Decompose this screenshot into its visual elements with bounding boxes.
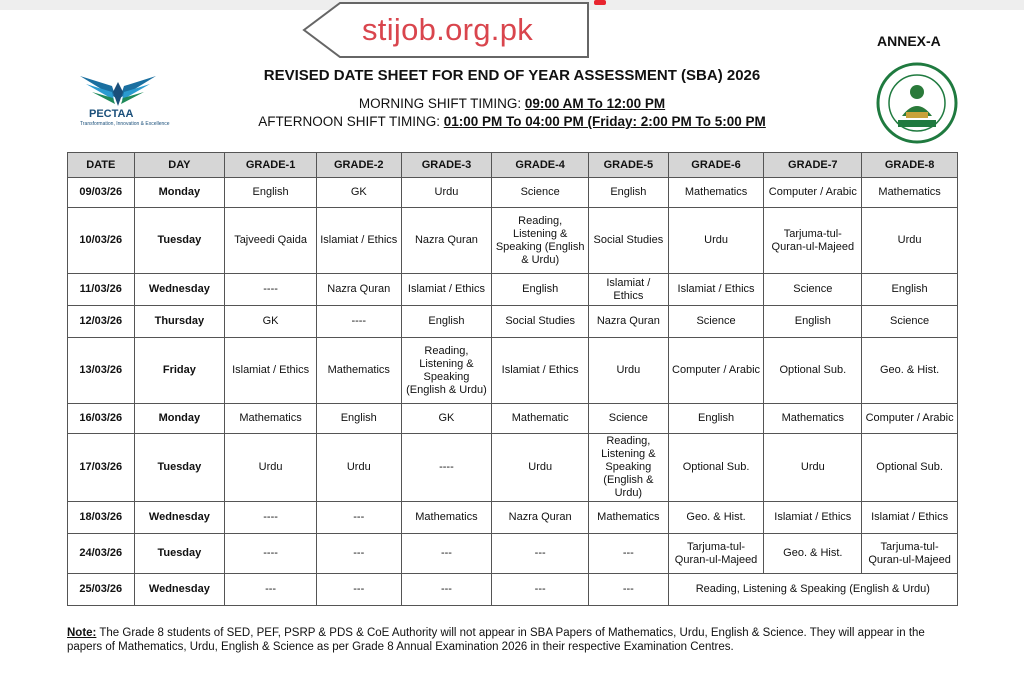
date-cell: 24/03/26 xyxy=(68,534,135,574)
afternoon-shift-label: AFTERNOON SHIFT TIMING: xyxy=(258,114,440,129)
day-cell: Monday xyxy=(134,178,225,208)
day-cell: Tuesday xyxy=(134,208,225,274)
table-row xyxy=(68,502,958,534)
day-cell: Wednesday xyxy=(134,502,225,534)
subject-cell: GK xyxy=(401,404,492,434)
subject-cell: Science xyxy=(862,306,958,338)
header-date: DATE xyxy=(68,153,135,178)
subject-cell: Tarjuma-tul-Quran-ul-Majeed xyxy=(764,208,862,274)
subject-cell: Mathematics xyxy=(764,404,862,434)
subject-cell: Islamiat / Ethics xyxy=(668,274,764,306)
table-row xyxy=(68,338,958,404)
subject-cell: Urdu xyxy=(589,338,669,404)
subject-cell: ---- xyxy=(225,534,317,574)
subject-cell: Urdu xyxy=(668,208,764,274)
subject-cell: Optional Sub. xyxy=(668,434,764,502)
subject-cell: Mathematics xyxy=(316,338,401,404)
subject-cell: Social Studies xyxy=(492,306,589,338)
day-cell: Tuesday xyxy=(134,534,225,574)
header-day: DAY xyxy=(134,153,225,178)
header-grade-8: GRADE-8 xyxy=(862,153,958,178)
subject-cell: --- xyxy=(589,534,669,574)
table-row xyxy=(68,574,958,606)
subject-cell: English xyxy=(401,306,492,338)
date-cell: 17/03/26 xyxy=(68,434,135,502)
subject-cell: Science xyxy=(589,404,669,434)
subject-cell: --- xyxy=(316,534,401,574)
subject-cell: ---- xyxy=(401,434,492,502)
document-title: REVISED DATE SHEET FOR END OF YEAR ASSESSMENT (SBA) 2026 xyxy=(263,67,761,84)
table-header-row xyxy=(68,153,958,178)
subject-cell: ---- xyxy=(316,306,401,338)
subject-cell: Reading, Listening & Speaking (English & Urdu) xyxy=(401,338,492,404)
morning-shift-value: 09:00 AM To 12:00 PM xyxy=(524,96,666,111)
subject-cell: Mathematics xyxy=(589,502,669,534)
header-grade-5: GRADE-5 xyxy=(589,153,669,178)
header-grade-2: GRADE-2 xyxy=(316,153,401,178)
subject-cell: Islamiat / Ethics xyxy=(401,274,492,306)
subject-cell: Geo. & Hist. xyxy=(862,338,958,404)
date-cell: 13/03/26 xyxy=(68,338,135,404)
date-cell: 16/03/26 xyxy=(68,404,135,434)
subject-cell: English xyxy=(492,274,589,306)
subject-cell: Mathematic xyxy=(492,404,589,434)
subject-cell: Urdu xyxy=(492,434,589,502)
subject-cell: Mathematics xyxy=(862,178,958,208)
date-cell: 11/03/26 xyxy=(68,274,135,306)
subject-cell: Urdu xyxy=(401,178,492,208)
subject-cell: Urdu xyxy=(225,434,317,502)
subject-cell: Science xyxy=(492,178,589,208)
subject-cell: --- xyxy=(492,534,589,574)
header-grade-4: GRADE-4 xyxy=(492,153,589,178)
date-sheet-table xyxy=(67,152,958,606)
pectaa-logo-name: PECTAA xyxy=(89,108,134,120)
subject-cell: --- xyxy=(316,502,401,534)
subject-cell: Tarjuma-tul-Quran-ul-Majeed xyxy=(668,534,764,574)
subject-cell: Nazra Quran xyxy=(401,208,492,274)
subject-cell: Science xyxy=(668,306,764,338)
table-row xyxy=(68,208,958,274)
subject-cell: Mathematics xyxy=(401,502,492,534)
footnote-text: The Grade 8 students of SED, PEF, PSRP & PDS & CoE Authority will not appear in SBA Papers of Mathematics, Urdu, English & Science. They will appear in the papers of Mathematics, Urdu, English & Science as per Grade 8 Annual Examination 2026 in their respective Examination Centres. xyxy=(67,627,925,653)
subject-cell: --- xyxy=(589,574,669,606)
table-row xyxy=(68,306,958,338)
header-grade-6: GRADE-6 xyxy=(668,153,764,178)
subject-cell: Islamiat / Ethics xyxy=(492,338,589,404)
watermark-text: stijob.org.pk xyxy=(362,12,534,47)
date-cell: 10/03/26 xyxy=(68,208,135,274)
subject-cell: Mathematics xyxy=(668,178,764,208)
table-row xyxy=(68,274,958,306)
day-cell: Monday xyxy=(134,404,225,434)
subject-cell: Geo. & Hist. xyxy=(764,534,862,574)
table-row xyxy=(68,434,958,502)
subject-cell: Urdu xyxy=(764,434,862,502)
subject-cell: Mathematics xyxy=(225,404,317,434)
day-cell: Thursday xyxy=(134,306,225,338)
morning-shift-label: MORNING SHIFT TIMING: xyxy=(358,96,522,111)
day-cell: Tuesday xyxy=(134,434,225,502)
subject-cell: Islamiat / Ethics xyxy=(225,338,317,404)
subject-cell: Computer / Arabic xyxy=(862,404,958,434)
header-grade-1: GRADE-1 xyxy=(225,153,317,178)
afternoon-shift-timing xyxy=(150,114,874,129)
subject-cell: English xyxy=(764,306,862,338)
subject-cell: Islamiat / Ethics xyxy=(862,502,958,534)
subject-cell: Tajveedi Qaida xyxy=(225,208,317,274)
annex-label: ANNEX-A xyxy=(877,33,941,49)
subject-cell: Nazra Quran xyxy=(316,274,401,306)
date-cell: 25/03/26 xyxy=(68,574,135,606)
subject-cell: --- xyxy=(225,574,317,606)
footnote xyxy=(67,626,959,654)
date-cell: 09/03/26 xyxy=(68,178,135,208)
subject-cell: GK xyxy=(316,178,401,208)
merged-subject-cell: Reading, Listening & Speaking (English & Urdu) xyxy=(668,574,957,606)
subject-cell: --- xyxy=(401,534,492,574)
subject-cell: Social Studies xyxy=(589,208,669,274)
day-cell: Friday xyxy=(134,338,225,404)
subject-cell: English xyxy=(316,404,401,434)
subject-cell: Geo. & Hist. xyxy=(668,502,764,534)
subject-cell: Islamiat / Ethics xyxy=(589,274,669,306)
subject-cell: Urdu xyxy=(862,208,958,274)
subject-cell: Nazra Quran xyxy=(589,306,669,338)
day-cell: Wednesday xyxy=(134,574,225,606)
subject-cell: Computer / Arabic xyxy=(764,178,862,208)
subject-cell: --- xyxy=(401,574,492,606)
subject-cell: Computer / Arabic xyxy=(668,338,764,404)
header-grade-7: GRADE-7 xyxy=(764,153,862,178)
footnote-label: Note: xyxy=(67,627,97,639)
table-row xyxy=(68,404,958,434)
subject-cell: Science xyxy=(764,274,862,306)
subject-cell: GK xyxy=(225,306,317,338)
date-cell: 12/03/26 xyxy=(68,306,135,338)
subject-cell: Reading, Listening & Speaking (English & Urdu) xyxy=(492,208,589,274)
subject-cell: English xyxy=(225,178,317,208)
subject-cell: Optional Sub. xyxy=(764,338,862,404)
subject-cell: Nazra Quran xyxy=(492,502,589,534)
table-row xyxy=(68,534,958,574)
subject-cell: --- xyxy=(492,574,589,606)
header-grade-3: GRADE-3 xyxy=(401,153,492,178)
table-row xyxy=(68,178,958,208)
subject-cell: ---- xyxy=(225,502,317,534)
date-cell: 18/03/26 xyxy=(68,502,135,534)
subject-cell: Urdu xyxy=(316,434,401,502)
subject-cell: Islamiat / Ethics xyxy=(316,208,401,274)
day-cell: Wednesday xyxy=(134,274,225,306)
morning-shift-timing xyxy=(150,96,874,111)
subject-cell: ---- xyxy=(225,274,317,306)
subject-cell: Tarjuma-tul-Quran-ul-Majeed xyxy=(862,534,958,574)
subject-cell: Islamiat / Ethics xyxy=(764,502,862,534)
subject-cell: Reading, Listening & Speaking (English & Urdu) xyxy=(589,434,669,502)
subject-cell: --- xyxy=(316,574,401,606)
subject-cell: English xyxy=(862,274,958,306)
subject-cell: Optional Sub. xyxy=(862,434,958,502)
afternoon-shift-value: 01:00 PM To 04:00 PM (Friday: 2:00 PM To 5:00 PM xyxy=(443,114,766,129)
subject-cell: English xyxy=(589,178,669,208)
subject-cell: English xyxy=(668,404,764,434)
education-department-seal-icon xyxy=(876,62,958,144)
pectaa-logo-tagline: Transformation, Innovation & Excellence xyxy=(80,121,170,127)
